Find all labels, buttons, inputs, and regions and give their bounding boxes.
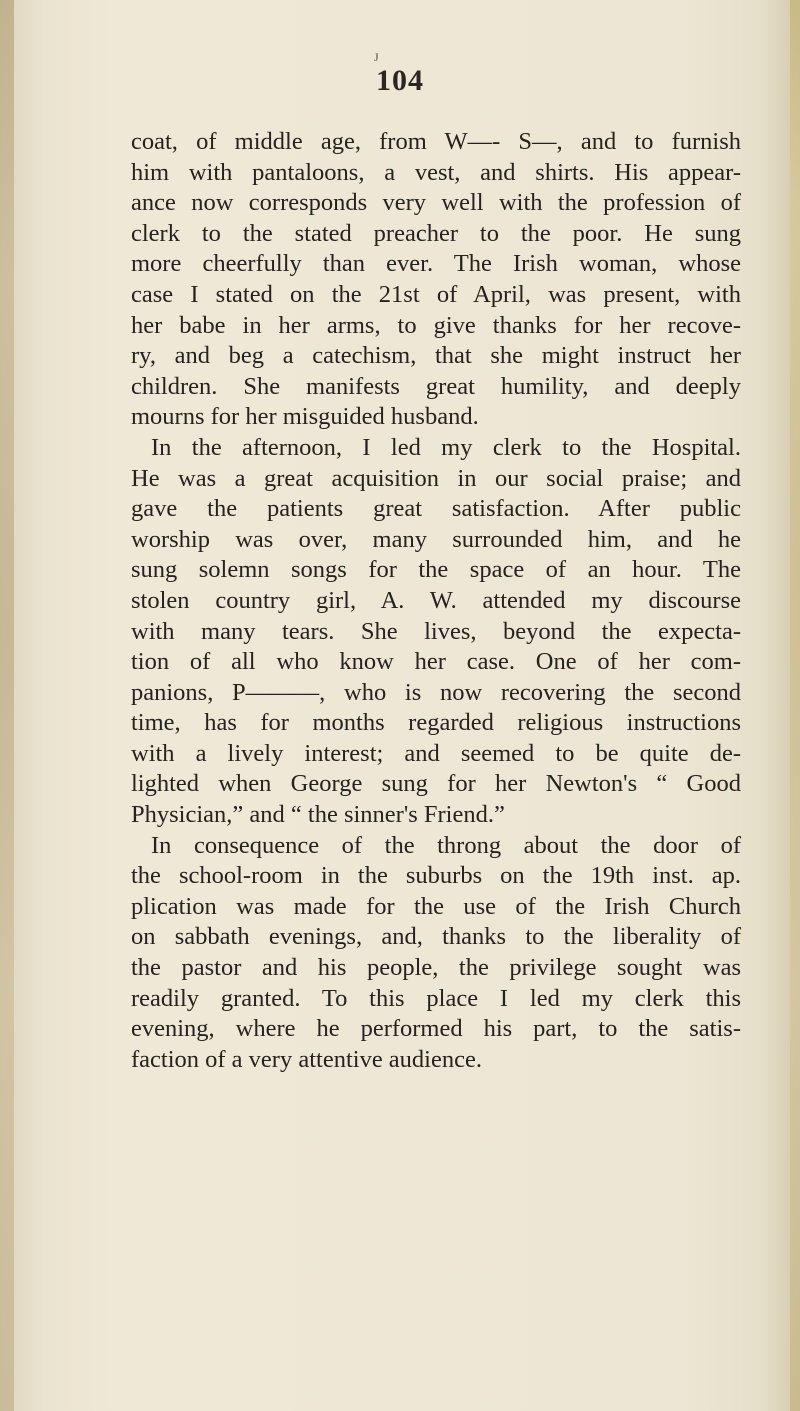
page-edge-right — [790, 0, 800, 1411]
text-line: faction of a very attentive audience. — [131, 1045, 482, 1073]
text-line: coat, of middle age, from W—- S—, and to furnish — [131, 128, 741, 155]
text-line: tion of all who know her case. One of her com- — [131, 648, 741, 676]
text-line: mourns for her misguided husband. — [131, 403, 479, 431]
text-line: more cheerfully than ever. The Irish woman, whose — [131, 250, 741, 278]
text-line: panions, P———, who is now recovering the second — [131, 678, 741, 706]
text-line: with a lively interest; and seemed to be quite de- — [131, 739, 741, 767]
text-line: He was a great acquisition in our social praise; and — [131, 464, 741, 492]
text-line: ance now corresponds very well with the profession of — [131, 189, 741, 217]
page-mark: J — [374, 50, 379, 64]
page-edge-left — [0, 0, 14, 1411]
text-line: time, has for months regarded religious instructions — [131, 709, 741, 737]
text-line: the pastor and his people, the privilege sought was — [131, 954, 741, 982]
text-line: him with pantaloons, a vest, and shirts. His appear- — [131, 158, 741, 186]
text-line: children. She manifests great humility, and deeply — [131, 372, 741, 400]
text-line: Physician,” and “ the sinner's Friend.” — [131, 801, 505, 829]
page-number: 104 — [376, 64, 424, 97]
paragraph-start: In consequence of the throng about the door of — [151, 831, 741, 859]
text-line: on sabbath evenings, and, thanks to the liberality of — [131, 923, 741, 951]
text-line: with many tears. She lives, beyond the expecta- — [131, 617, 741, 645]
text-line: plication was made for the use of the Irish Church — [131, 892, 741, 920]
text-line: sung solemn songs for the space of an hour. The — [131, 556, 741, 584]
text-line: worship was over, many surrounded him, and he — [131, 525, 741, 553]
text-line: stolen country girl, A. W. attended my discourse — [131, 586, 741, 614]
text-line: ry, and beg a catechism, that she might instruct her — [131, 342, 741, 370]
text-line: the school-room in the suburbs on the 19th inst. ap. — [131, 862, 741, 890]
text-line: case I stated on the 21st of April, was present, with — [131, 280, 741, 308]
text-line: her babe in her arms, to give thanks for her recove- — [131, 311, 741, 339]
text-line: readily granted. To this place I led my clerk this — [131, 984, 741, 1012]
text-line: gave the patients great satisfaction. After public — [131, 495, 741, 523]
paragraph-start: In the afternoon, I led my clerk to the Hospital. — [151, 433, 741, 461]
text-line: evening, where he performed his part, to the satis- — [131, 1015, 741, 1043]
body-text — [131, 127, 741, 1075]
text-line: clerk to the stated preacher to the poor. He sung — [131, 219, 741, 247]
text-line: lighted when George sung for her Newton's “ Good — [131, 770, 741, 798]
